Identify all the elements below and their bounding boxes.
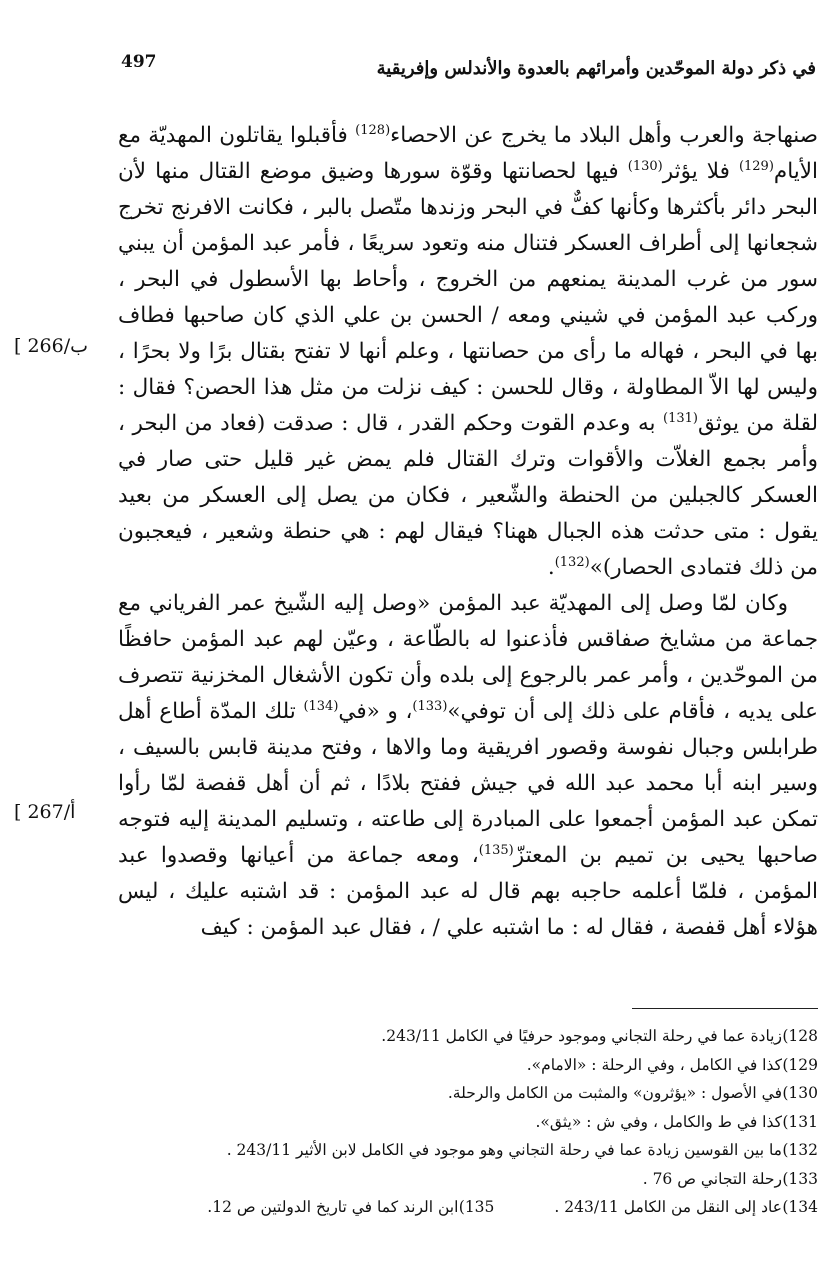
paragraph-1 xyxy=(118,118,818,586)
footnote-number: 129) xyxy=(782,1055,818,1074)
footnote-text: عاد إلى النقل من الكامل 243/11 . xyxy=(554,1198,782,1216)
footnote-129 xyxy=(118,1051,818,1080)
footnote-text: كذا في الكامل ، وفي الرحلة : «الامام». xyxy=(526,1055,782,1074)
text-run: فأقبلوا يقاتلون المهديّة مع الأيام xyxy=(118,123,819,184)
footnote-ref: (130) xyxy=(627,158,663,174)
text-run: فيها لحصانتها وقوّة سورها وضيق موضع القتال منها لأن البحر دائر بأكثرها وكأنها كفٌّ في البحر وزندها متّصل بالبر ، فكانت الافرنج تخرج شجعانها إلى أطراف العسكر فتنال منه وتعود سريعًا ، فأمر عبد المؤمن أن يبني سور من غرب المدينة يمنعهم من الخروج ، وأحاط بها الأسطول في البحر ، وركب عبد المؤمن في شيني ومعه / الحسن بن علي الذي كان صاحبها فطاف بها في البحر ، فهاله ما رأى من حصانتها ، وعلم أنها لا تفتح بقتال برًا ولا بحرًا ، وليس لها الاّ المطاولة ، وقال للحسن : كيف نزلت من مثل هذا الحصن؟ فقال : لقلة من يوثق xyxy=(118,159,818,436)
footnote-130 xyxy=(118,1079,818,1108)
footnote-132 xyxy=(118,1136,818,1165)
footnote-text: كذا في ط والكامل ، وفي ش : «يثق». xyxy=(535,1112,782,1131)
footnote-ref: (133) xyxy=(412,698,448,714)
footnote-131 xyxy=(118,1108,818,1137)
text-run: ، و «في xyxy=(338,699,413,724)
footnote-ref: (132) xyxy=(554,554,590,570)
footnote-number: 135) xyxy=(458,1198,495,1216)
margin-note-folio-266b: [ 266/ب xyxy=(14,335,89,357)
footnote-rule xyxy=(632,1008,818,1009)
text-run: تلك المدّة أطاع أهل طرابلس وجبال نفوسة وقصور افريقية وما والاها ، وفتح مدينة قابس بالسيف ، وسير ابنه أبا محمد عبد الله في جيش ففتح بلادًا ، ثم أن أهل قفصة لمّا رأوا تمكن عبد المؤمن أجمعوا على المبادرة إلى طاعته ، وتسليم المدينة إليه فتوجه صاحبها يحيى بن تميم بن المعتزّ xyxy=(118,699,818,868)
footnote-text: في الأصول : «يؤثرون» والمثبت من الكامل والرحلة. xyxy=(447,1084,782,1102)
text-run: وكان لمّا وصل إلى المهديّة عبد المؤمن «وصل إليه الشّيخ عمر الفرياني مع جماعة من مشايخ صفاقس فأذعنوا له بالطّاعة ، وعيّن لهم عبد المؤمن حافظًا من الموحّدين ، وأمر عمر بالرجوع إلى بلده وأن تكون الأشغال المخزنية تتصرف على يديه ، فأقام على ذلك إلى أن توفي» xyxy=(118,591,819,724)
margin-note-folio-267a: [ 267/أ xyxy=(14,801,76,823)
footnote-133 xyxy=(118,1165,818,1194)
footnote-number: 130) xyxy=(782,1084,818,1102)
footnote-ref: (129) xyxy=(738,158,774,174)
body-text xyxy=(118,118,818,946)
footnote-135 xyxy=(207,1193,494,1222)
text-run: . xyxy=(547,555,555,580)
footnote-128 xyxy=(118,1022,818,1051)
footnote-text: ابن الرند كما في تاريخ الدولتين ص 12. xyxy=(207,1198,459,1216)
footnotes xyxy=(118,1022,818,1222)
footnote-text: ما بين القوسين زيادة عما في رحلة التجاني وهو موجود في الكامل لابن الأثير 243/11 . xyxy=(226,1141,782,1159)
paragraph-2 xyxy=(118,586,818,946)
footnote-134 xyxy=(554,1193,818,1222)
text-run: به وعدم القوت وحكم القدر ، قال : صدقت (فعاد من البحر ، وأمر بجمع الغلاّت والأقوات وترك القتال فلم يمض غير قليل حتى صار في العسكر كالجبلين من الحنطة والشّعير ، فكان من يصل إلى العسكر من بعيد يقول : متى حدثت هذه الجبال ههنا؟ فيقال لهم : هي حنطة وشعير ، فيعجبون من ذلك فتمادى الحصار)» xyxy=(118,411,818,580)
footnote-number: 131) xyxy=(782,1112,818,1131)
footnote-ref: (128) xyxy=(355,122,391,138)
footnote-number: 128) xyxy=(782,1027,818,1045)
footnote-number: 134) xyxy=(782,1198,818,1216)
footnote-text: زيادة عما في رحلة التجاني وموجود حرفيًا في الكامل 243/11. xyxy=(381,1027,782,1045)
footnote-ref: (135) xyxy=(478,842,514,858)
footnote-number: 133) xyxy=(782,1169,818,1188)
footnote-row-134-135 xyxy=(118,1193,818,1222)
footnote-number: 132) xyxy=(782,1141,818,1159)
text-run: فلا يؤثر xyxy=(662,159,739,184)
text-run: ، ومعه جماعة من أعيانها وقصدوا عبد المؤمن ، فلمّا أعلمه حاجبه بهم قال له عبد المؤمن : قد اشتبه عليك ، ليس هؤلاء أهل قفصة ، فقال له : ما اشتبه علي / ، فقال عبد المؤمن : كيف xyxy=(118,843,818,940)
footnote-ref: (134) xyxy=(303,698,339,714)
footnote-ref: (131) xyxy=(663,410,698,426)
text-run: صنهاجة والعرب وأهل البلاد ما يخرج عن الاحصاء xyxy=(390,123,818,148)
footnote-text: رحلة التجاني ص 76 . xyxy=(642,1169,782,1188)
running-header: في ذكر دولة الموحّدين وأمرائهم بالعدوة والأندلس وإفريقية xyxy=(376,58,816,79)
page-number: 497 xyxy=(121,52,157,72)
